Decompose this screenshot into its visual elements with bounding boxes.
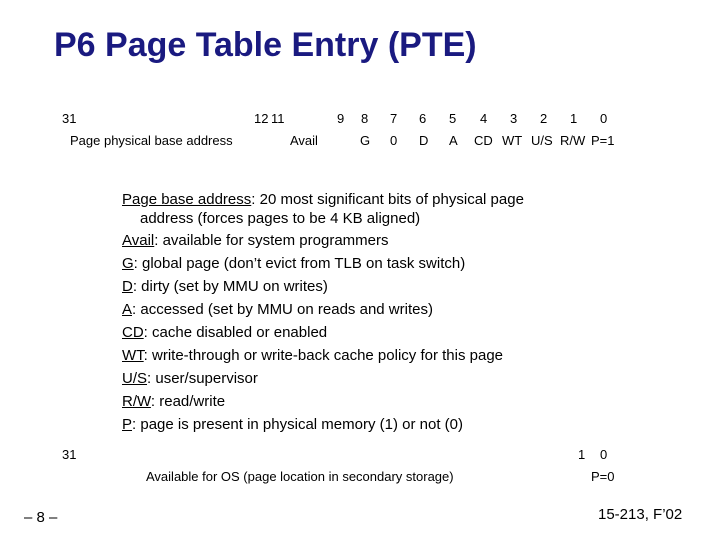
definition-us (122, 367, 524, 390)
bit-number-4: 4 (480, 111, 488, 126)
bit-number-2: 2 (540, 111, 548, 126)
field-reserved-zero: 0 (390, 133, 398, 148)
definition-term: Page base address (122, 191, 252, 208)
definition-continuation: address (forces pages to be 4 KB aligned) (140, 210, 421, 227)
field-definitions (122, 188, 524, 436)
definition-text: : cache disabled or enabled (143, 324, 328, 341)
definition-text: : accessed (set by MMU on reads and writes) (132, 301, 433, 318)
bit-number-1: 1 (578, 447, 586, 462)
definition-term: CD (122, 324, 144, 341)
definition-d (122, 275, 524, 298)
bit-number-6: 6 (419, 111, 427, 126)
definition-text: : global page (don’t evict from TLB on task switch) (133, 255, 466, 272)
field-a: A (449, 133, 458, 148)
definition-rw (122, 390, 524, 413)
field-cd: CD (474, 133, 493, 148)
course-label: 15-213, F’02 (598, 506, 683, 523)
definition-wt (122, 344, 524, 367)
definition-term: U/S (122, 370, 148, 387)
definition-g (122, 252, 524, 275)
definition-term: G (122, 255, 134, 272)
definition-text: : write-through or write-back cache policy for this page (143, 347, 503, 364)
bit-number-9: 9 (337, 111, 345, 126)
bit-number-7: 7 (390, 111, 398, 126)
definition-text: : page is present in physical memory (1) or not (0) (132, 416, 463, 433)
definition-term: P (122, 416, 133, 433)
field-d: D (419, 133, 429, 148)
definition-p (122, 413, 524, 436)
bit-number-31: 31 (62, 447, 77, 462)
bit-number-5: 5 (449, 111, 457, 126)
definition-term: Avail (122, 232, 155, 249)
bit-number-3: 3 (510, 111, 518, 126)
definition-term: D (122, 278, 133, 295)
definition-text: : read/write (150, 393, 226, 410)
slide-number: – 8 – (24, 509, 58, 526)
definition-cd (122, 321, 524, 344)
field-not-present: P=0 (591, 469, 615, 484)
field-wt: WT (502, 133, 523, 148)
slide-title: P6 Page Table Entry (PTE) (54, 26, 477, 64)
field-us: U/S (531, 133, 553, 148)
bit-number-8: 8 (361, 111, 369, 126)
bit-number-0: 0 (600, 111, 608, 126)
definition-term: R/W (122, 393, 151, 410)
definition-a (122, 298, 524, 321)
field-present: P=1 (591, 133, 615, 148)
field-g: G (360, 133, 371, 148)
bit-number-31: 31 (62, 111, 77, 126)
definition-avail (122, 229, 524, 252)
definition-text: : dirty (set by MMU on writes) (132, 278, 328, 295)
definition-term: A (122, 301, 133, 318)
field-avail: Avail (290, 133, 318, 148)
bit-number-12: 12 (254, 111, 269, 126)
bit-number-1: 1 (570, 111, 578, 126)
definition-text: : user/supervisor (147, 370, 258, 387)
definition-text: : available for system programmers (154, 232, 389, 249)
field-rw: R/W (560, 133, 586, 148)
definition-term: WT (122, 347, 144, 364)
bit-number-0: 0 (600, 447, 608, 462)
field-page-base-address: Page physical base address (70, 133, 233, 148)
field-available-for-os: Available for OS (page location in secondary storage) (146, 469, 454, 484)
definition-text: : 20 most significant bits of physical page (251, 191, 524, 208)
bit-number-11: 11 (271, 111, 285, 126)
